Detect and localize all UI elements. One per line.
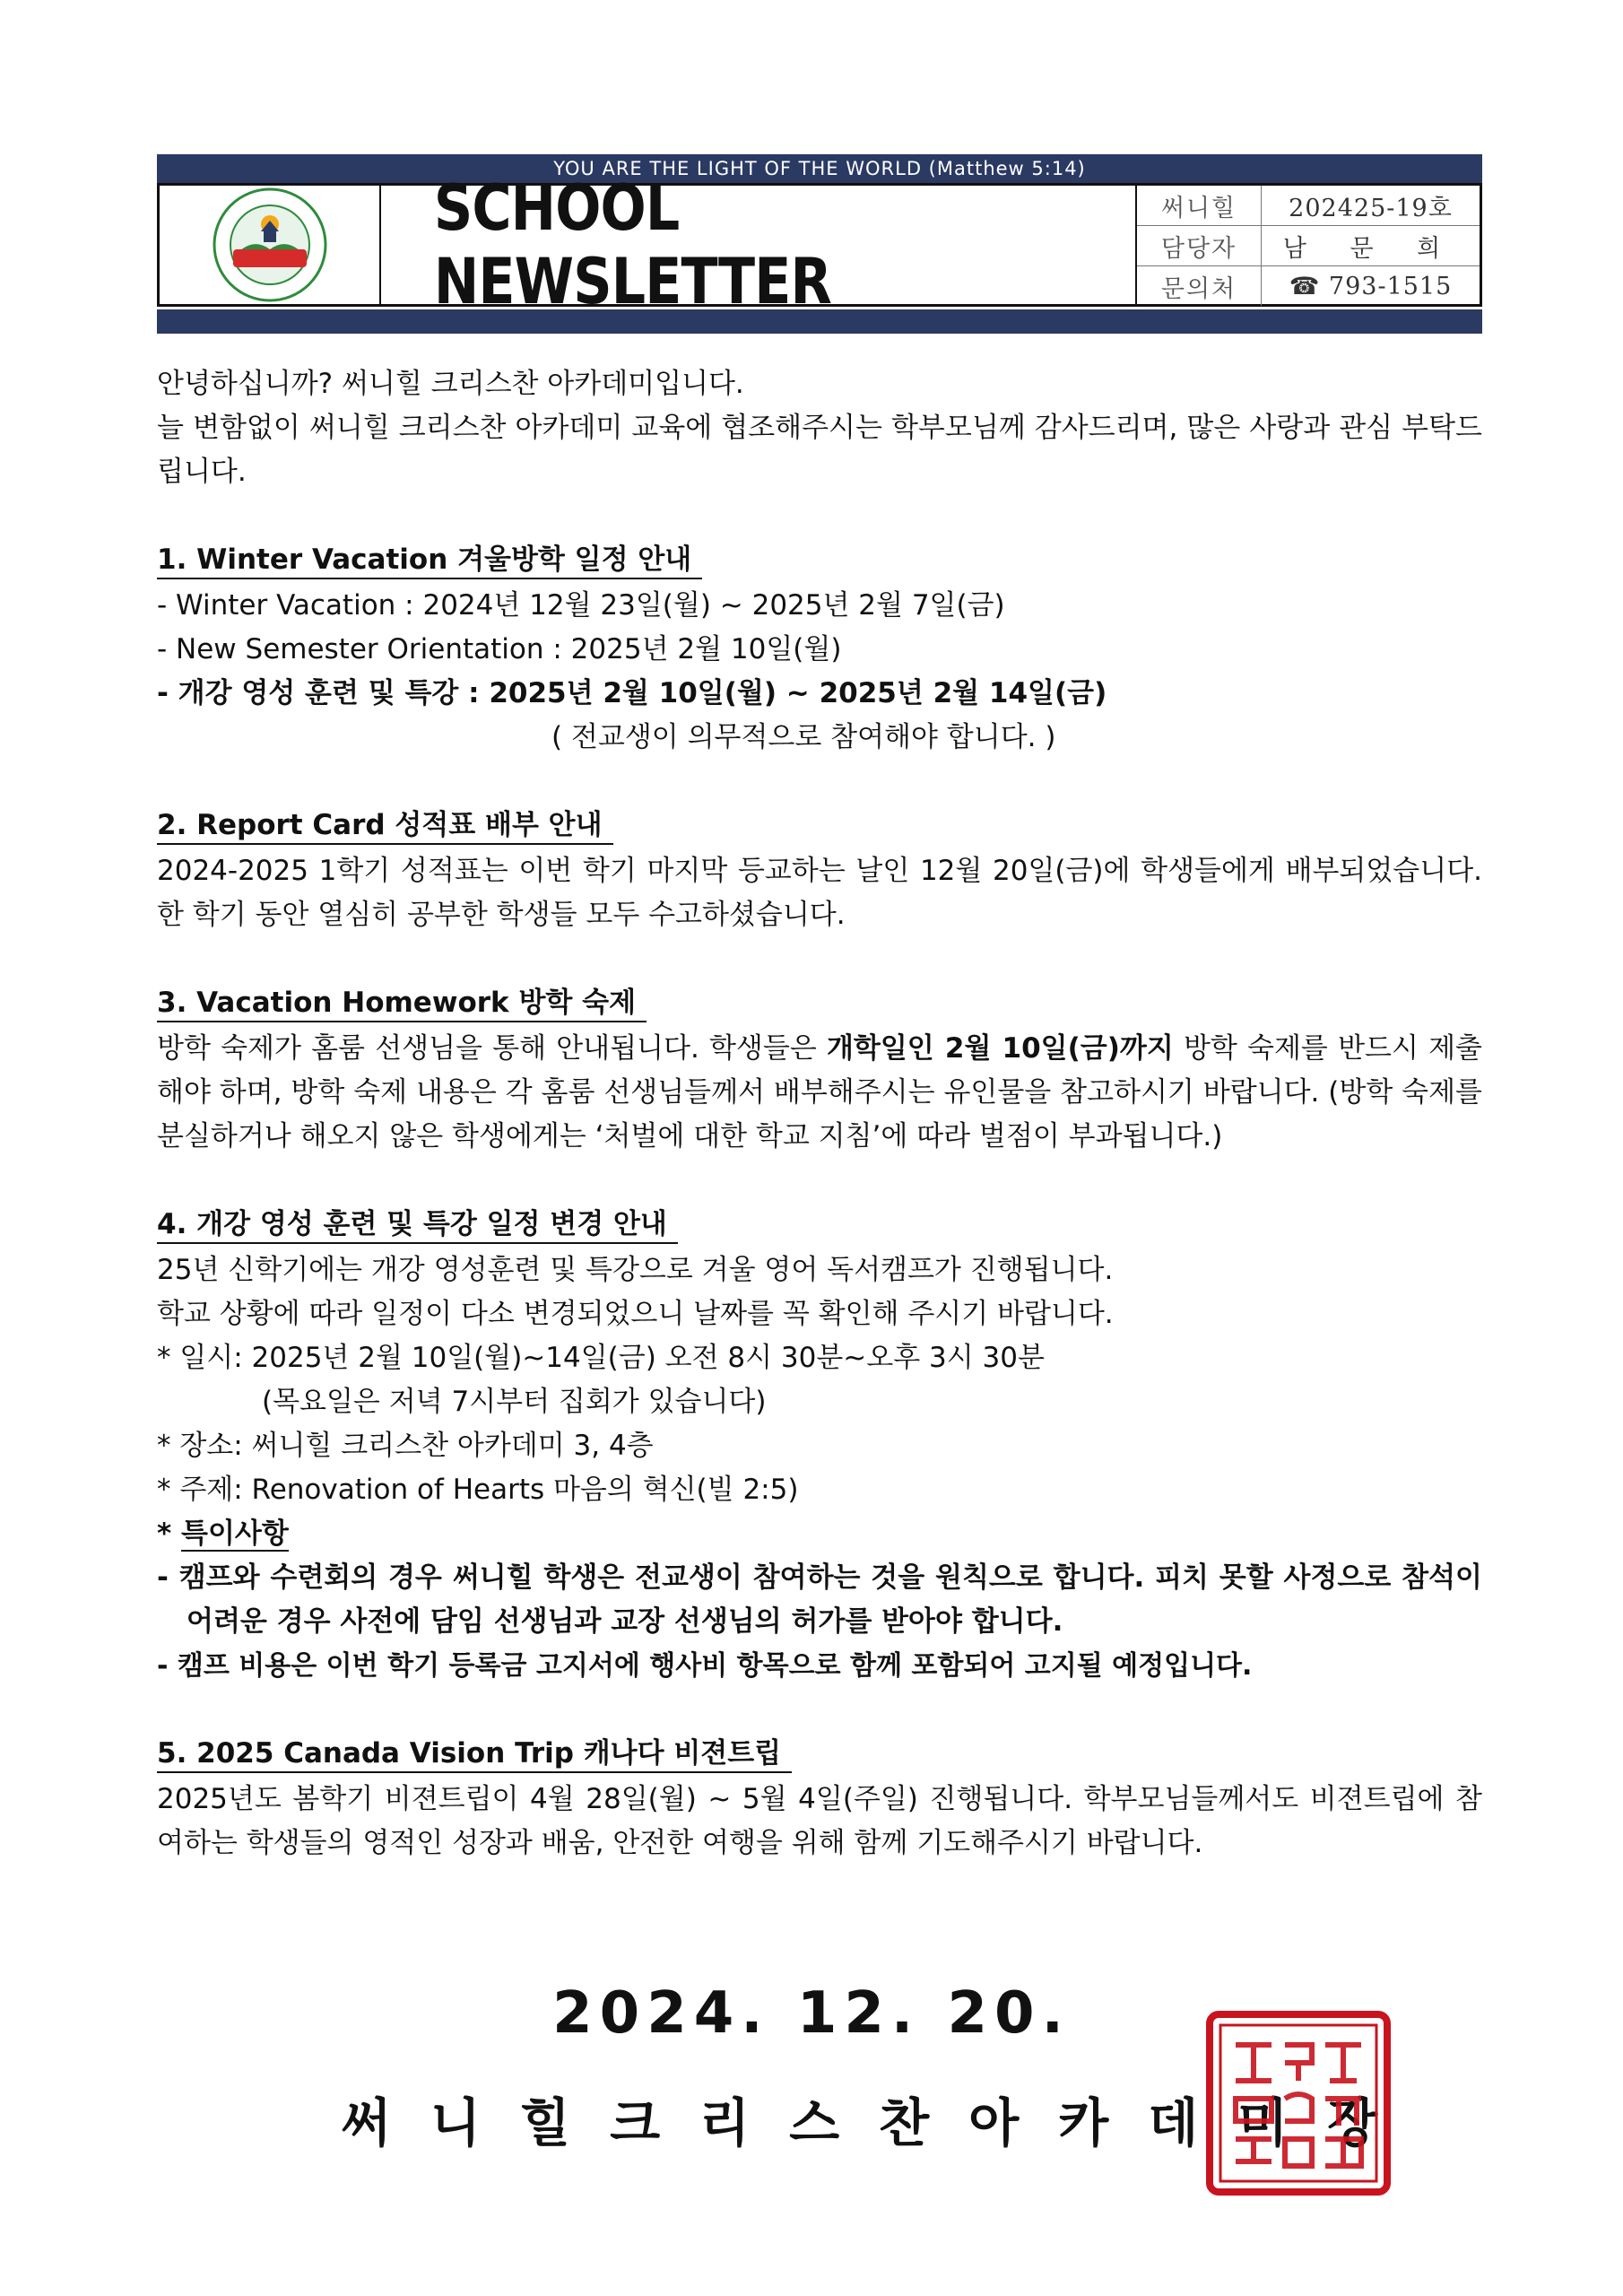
motto-text: YOU ARE THE LIGHT OF THE WORLD (Matthew 5:14) — [553, 158, 1086, 179]
s4-special-heading — [157, 1512, 1482, 1556]
signature-date: 2024. 12. 20. — [552, 1980, 1071, 2047]
newsletter-title: SCHOOL NEWSLETTER — [433, 171, 832, 318]
info-table — [1137, 186, 1480, 306]
info-row — [1137, 266, 1480, 307]
s2-body: 2024-2025 1학기 성적표는 이번 학기 마지막 등교하는 날인 12월 20일(금)에 학생들에게 배부되었습니다. 한 학기 동안 열심히 공부한 학생들 모두 수고하셨습니다. — [157, 855, 1482, 931]
s4-date: * 일시: 2025년 2월 10일(월)~14일(금) 오전 8시 30분~오후 3시 30분 — [157, 1342, 1045, 1374]
school-logo-icon — [212, 187, 328, 303]
s4-line: 25년 신학기에는 개강 영성훈련 및 특강으로 겨울 영어 독서캠프가 진행됩니다. — [157, 1254, 1114, 1286]
info-row — [1137, 226, 1480, 266]
s4-line: 학교 상황에 따라 일정이 다소 변경되었으니 날짜를 꼭 확인해 주시기 바랍니다. — [157, 1298, 1114, 1330]
greeting: 안녕하십니까? 써니힐 크리스찬 아카데미입니다. — [157, 368, 744, 400]
section-1-title: 1. Winter Vacation 겨울방학 일정 안내 — [157, 542, 702, 579]
title-cell — [381, 171, 1135, 318]
info-value: 남 문 희 — [1262, 226, 1480, 266]
newsletter-body — [157, 362, 1482, 1866]
info-label: 써니힐 — [1137, 186, 1262, 226]
seal-stamp-icon — [1204, 2009, 1393, 2197]
s1-note: ( 전교생이 의무적으로 참여해야 합니다. ) — [551, 721, 1056, 753]
signature-name: 써니힐크리스찬아카데미장 — [341, 2092, 1418, 2153]
newsletter-page — [157, 154, 1482, 1866]
header-box — [157, 171, 1482, 318]
s4-date-note: (목요일은 저녁 7시부터 집회가 있습니다) — [262, 1386, 767, 1418]
info-label: 문의처 — [1137, 266, 1262, 307]
s3-body-a: 방학 숙제가 홈룸 선생님을 통해 안내됩니다. 학생들은 — [157, 1032, 827, 1065]
section-3-title: 3. Vacation Homework 방학 숙제 — [157, 985, 647, 1022]
s3-body-b: 방학 숙제를 반드시 제출해야 하며, 방학 숙제 내용은 각 홈룸 선생님들께서 배부해주시는 유인물을 참고하시기 바랍니다. (방학 숙제를 분실하거나 해오지 않은 학생에게는 ‘처벌에 대한 학교 지침’에 따라 벌점이 부과됩니다.) — [157, 1032, 1482, 1152]
s4-theme: * 주제: Renovation of Hearts 마음의 혁신(빌 2:5) — [157, 1474, 799, 1506]
info-value: ☎ 793-1515 — [1289, 272, 1453, 300]
s4-place: * 장소: 써니힐 크리스찬 아카데미 3, 4층 — [157, 1430, 654, 1462]
info-label: 담당자 — [1137, 226, 1262, 266]
info-cell — [1135, 186, 1480, 304]
s1-line: - Winter Vacation : 2024년 12월 23일(월) ~ 2025년 2월 7일(금) — [157, 589, 1005, 622]
s3-body — [157, 1027, 1482, 1159]
intro-paragraph: 늘 변함없이 써니힐 크리스찬 아카데미 교육에 협조해주시는 학부모님께 감사드리며, 많은 사랑과 관심 부탁드립니다. — [157, 412, 1482, 488]
section-4-title: 4. 개강 영성 훈련 및 특강 일정 변경 안내 — [157, 1206, 678, 1244]
s4-special-2: - 캠프 비용은 이번 학기 등록금 고지서에 행사비 항목으로 함께 포함되어 고지될 예정입니다. — [157, 1650, 1253, 1682]
s1-line-bold: - 개강 영성 훈련 및 특강 : 2025년 2월 10일(월) ~ 2025년 2월 14일(금) — [157, 677, 1107, 709]
info-value: 202425-19호 — [1262, 186, 1480, 226]
section-5-title: 5. 2025 Canada Vision Trip 캐나다 비젼트립 — [157, 1735, 792, 1773]
s4-special-title: 특이사항 — [181, 1518, 289, 1550]
s3-deadline: 개학일인 2월 10일(금)까지 — [826, 1032, 1174, 1065]
s4-special-1: - 캠프와 수련회의 경우 써니힐 학생은 전교생이 참여하는 것을 원칙으로 합니다. 피치 못할 사정으로 참석이 어려운 경우 사전에 담임 선생님과 교장 선생님의 허가를 받아야 합니다. — [157, 1561, 1482, 1638]
logo-cell — [160, 186, 381, 304]
s1-line: - New Semester Orientation : 2025년 2월 10일(월) — [157, 633, 842, 665]
section-2-title: 2. Report Card 성적표 배부 안내 — [157, 807, 613, 845]
info-row — [1137, 186, 1480, 226]
s5-body: 2025년도 봄학기 비젼트립이 4월 28일(월) ~ 5월 4일(주일) 진행됩니다. 학부모님들께서도 비젼트립에 참여하는 학생들의 영적인 성장과 배움, 안전한 여행을 위해 함께 기도해주시기 바랍니다. — [157, 1783, 1482, 1859]
s4-special-star: * — [157, 1518, 182, 1550]
